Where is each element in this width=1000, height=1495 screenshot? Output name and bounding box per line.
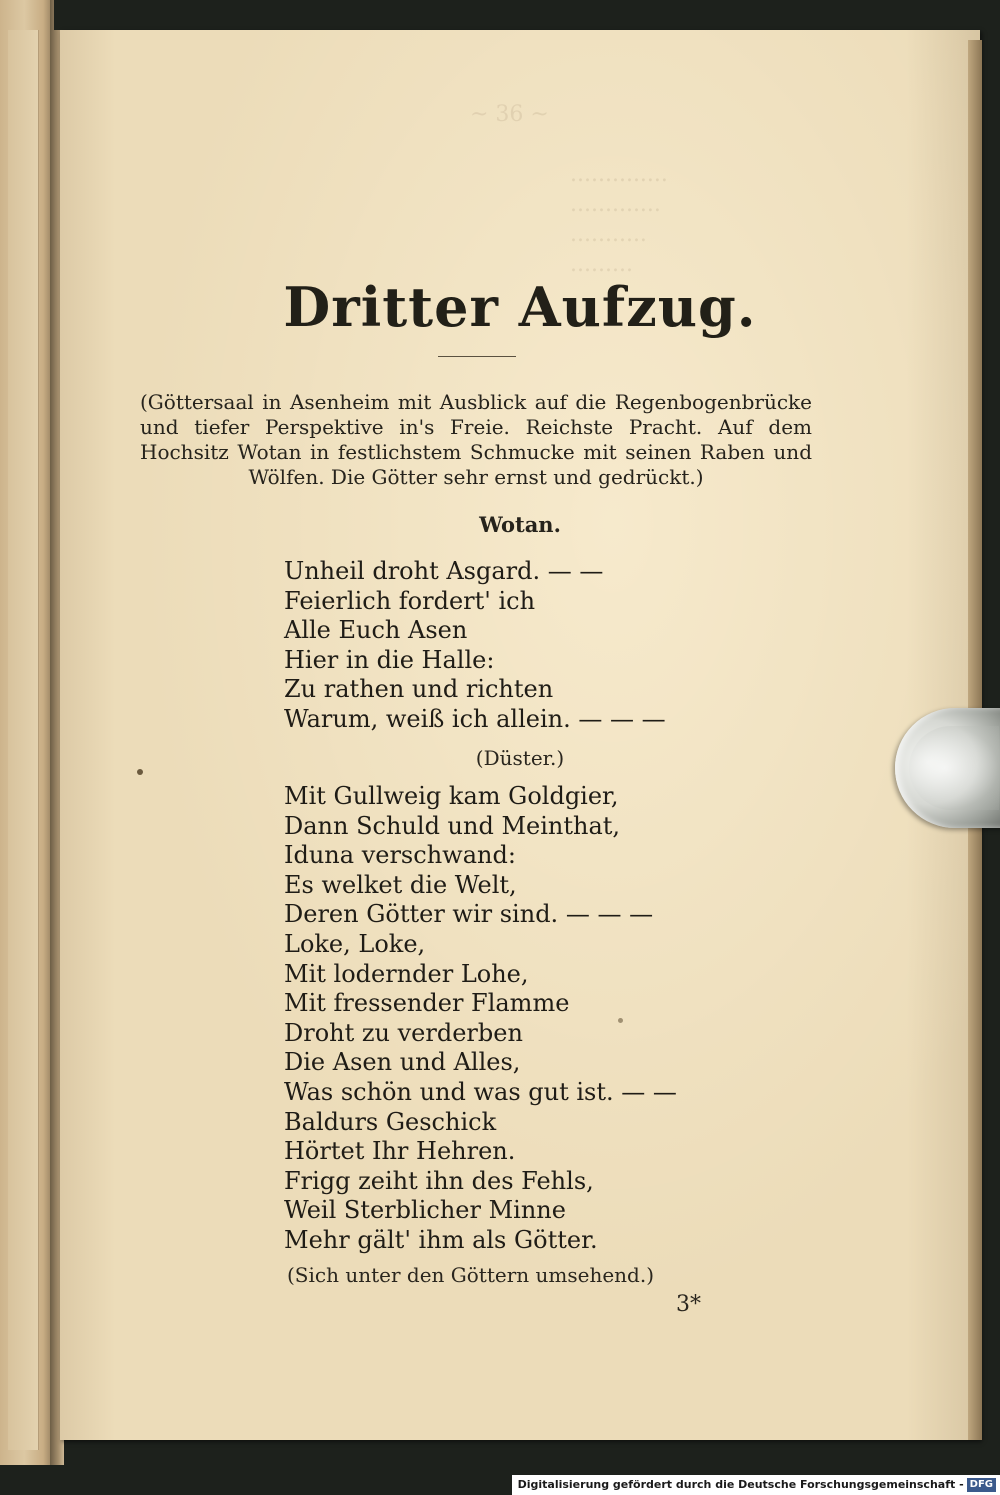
verse-line: Unheil droht Asgard. — — <box>284 557 604 585</box>
paper-speck <box>137 769 143 775</box>
top-background <box>54 0 1000 30</box>
verse-line: Dann Schuld und Meinthat, <box>284 811 621 840</box>
verse-line: Deren Götter wir sind. — — — <box>284 900 654 929</box>
show-through-text: .............. ............. ........... ......... <box>570 162 668 277</box>
stage-direction-final: (Sich unter den Göttern umsehend.) <box>287 1263 655 1287</box>
paper-speck <box>618 1018 623 1023</box>
verse-line: Es welket die Welt, <box>284 870 517 899</box>
digitization-footer <box>512 1475 1000 1495</box>
verse-line: Feierlich fordert' ich <box>284 586 536 615</box>
verse-line: Baldurs Geschick <box>284 1107 497 1136</box>
verse-line: Warum, weiß ich allein. — — — <box>284 704 666 733</box>
chapter-title: Dritter Aufzug. <box>283 275 757 339</box>
verse-line: Mehr gält' ihm als Götter. <box>284 1225 598 1254</box>
verse-line: Weil Sterblicher Minne <box>284 1196 566 1225</box>
verse-line: Frigg zeiht ihn des Fehls, <box>284 1166 594 1195</box>
stage-direction: (Göttersaal in Asenheim mit Ausblick auf die Regenbogenbrücke und tiefer Perspektive in's Freie. Reichste Pracht. Auf dem Hochsitz Wotan in festlichstem Schmucke mit seinen Raben und Wölfen. Die Götter sehr ernst und gedrückt.) <box>140 390 812 489</box>
verse-line: Alle Euch Asen <box>284 616 468 645</box>
verse-line: Mit lodernder Lohe, <box>284 959 529 988</box>
footer-text: Digitalisierung gefördert durch die Deutsche Forschungsgemeinschaft - <box>517 1478 964 1491</box>
dfg-logo-icon: DFG <box>967 1478 996 1492</box>
left-page <box>0 0 54 1465</box>
verse-line: Mit Gullweig kam Goldgier, <box>284 782 619 810</box>
verse-line: Hörtet Ihr Hehren. <box>284 1137 516 1166</box>
show-through-text: ~ 36 ~ <box>470 102 549 127</box>
stage-direction-inline: (Düster.) <box>475 746 565 770</box>
speaker-name: Wotan. <box>479 512 561 537</box>
left-page-inner <box>8 30 39 1450</box>
verse-line: Zu rathen und richten <box>284 675 554 704</box>
paper-clip-highlight <box>909 726 999 810</box>
verse-line: Droht zu verderben <box>284 1018 523 1047</box>
verse-line: Iduna verschwand: <box>284 841 516 870</box>
title-rule <box>438 356 516 357</box>
verse-line: Loke, Loke, <box>284 929 426 958</box>
verse-line: Mit fressender Flamme <box>284 989 570 1018</box>
verse-line: Hier in die Halle: <box>284 645 495 674</box>
verse-block-1 <box>284 557 666 735</box>
verse-line: Die Asen und Alles, <box>284 1048 521 1077</box>
verse-line: Was schön und was gut ist. — — <box>284 1077 677 1106</box>
signature-mark: 3* <box>676 1292 701 1317</box>
